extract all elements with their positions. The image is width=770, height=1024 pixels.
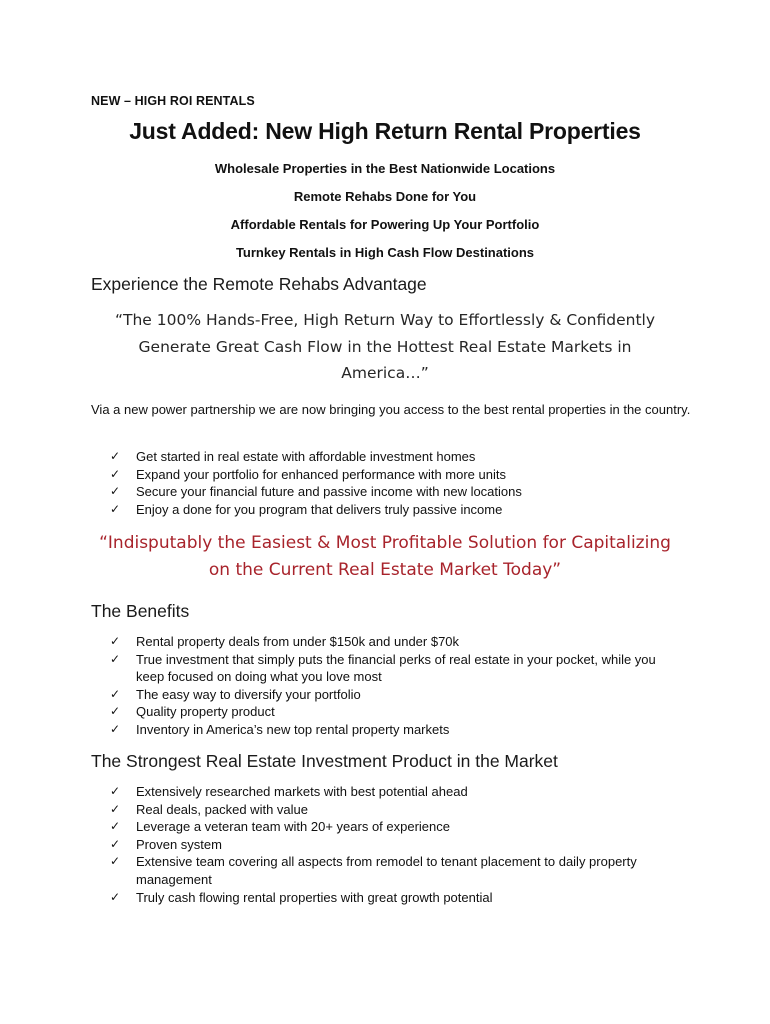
subline-remote-rehabs: Remote Rehabs Done for You bbox=[293, 189, 477, 204]
eyebrow-label: NEW – HIGH ROI RENTALS bbox=[91, 94, 255, 108]
page-title: Just Added: New High Return Rental Properties bbox=[129, 118, 641, 144]
check-icon: ✓ bbox=[110, 686, 121, 701]
check-icon: ✓ bbox=[110, 634, 121, 648]
list-item-text: Leverage a veteran team with 20+ years of experience bbox=[136, 819, 450, 835]
check-icon: ✓ bbox=[110, 704, 121, 719]
list-item-text: True investment that simply puts the financial perks of real estate in your pocket, while you keep focused on doing what you love most bbox=[136, 651, 656, 685]
check-icon: ✓ bbox=[110, 801, 121, 816]
check-icon: ✓ bbox=[110, 836, 121, 851]
check-icon: ✓ bbox=[110, 651, 121, 666]
list-item-text: Extensive team covering all aspects from remodel to tenant placement to daily property management bbox=[136, 854, 637, 887]
subline-wholesale: Wholesale Properties in the Best Nationwide Locations bbox=[214, 161, 556, 176]
strongest-heading: The Strongest Real Estate Investment Product in the Market bbox=[91, 751, 558, 771]
list-item bbox=[110, 836, 680, 854]
list-item-text: Enjoy a done for you program that delivers truly passive income bbox=[136, 501, 503, 517]
list-item-text: The easy way to diversify your portfolio bbox=[136, 686, 361, 702]
list-item bbox=[110, 801, 680, 819]
check-icon: ✓ bbox=[110, 819, 121, 834]
list-item bbox=[110, 466, 680, 484]
list-item bbox=[110, 853, 680, 888]
subline-turnkey: Turnkey Rentals in High Cash Flow Destinations bbox=[235, 245, 535, 260]
list-item bbox=[110, 651, 680, 686]
list-item bbox=[110, 889, 680, 907]
list-item bbox=[110, 501, 680, 519]
benefits-heading: The Benefits bbox=[91, 601, 190, 621]
list-item bbox=[110, 483, 680, 501]
advantage-intro: Via a new power partnership we are now bringing you access to the best rental properties in the country. bbox=[91, 402, 691, 417]
check-icon: ✓ bbox=[110, 889, 121, 904]
list-item bbox=[110, 783, 680, 801]
check-icon: ✓ bbox=[110, 501, 121, 516]
list-item-text: Inventory in America’s new top rental property markets bbox=[136, 721, 450, 737]
list-item bbox=[110, 686, 680, 704]
advantage-quote: “The 100% Hands-Free, High Return Way to Effortlessly & Confidently Generate Great Cash Flow in the Hottest Real Estate Markets in America…” bbox=[114, 311, 656, 382]
list-item bbox=[110, 721, 680, 739]
list-item bbox=[110, 818, 680, 836]
highlight-quote: “Indisputably the Easiest & Most Profitable Solution for Capitalizing on the Current Real Estate Market Today” bbox=[99, 533, 671, 580]
advantage-heading: Experience the Remote Rehabs Advantage bbox=[91, 274, 427, 294]
list-item-text: Quality property product bbox=[136, 704, 275, 720]
strongest-list bbox=[110, 783, 680, 906]
list-item-text: Secure your financial future and passive income with new locations bbox=[136, 484, 522, 500]
list-item-text: Proven system bbox=[136, 836, 222, 852]
advantage-list bbox=[110, 448, 680, 518]
list-item bbox=[110, 703, 680, 721]
list-item-text: Rental property deals from under $150k and under $70k bbox=[136, 634, 460, 649]
check-icon: ✓ bbox=[110, 466, 121, 481]
list-item-text: Expand your portfolio for enhanced performance with more units bbox=[136, 466, 506, 482]
list-item bbox=[110, 448, 680, 466]
subline-affordable: Affordable Rentals for Powering Up Your Portfolio bbox=[230, 217, 540, 232]
list-item-text: Real deals, packed with value bbox=[136, 801, 308, 817]
list-item-text: Truly cash flowing rental properties with great growth potential bbox=[136, 889, 493, 905]
benefits-list bbox=[110, 633, 680, 739]
list-item-text: Get started in real estate with affordable investment homes bbox=[136, 449, 476, 464]
check-icon: ✓ bbox=[110, 854, 121, 869]
check-icon: ✓ bbox=[110, 484, 121, 499]
check-icon: ✓ bbox=[110, 721, 121, 736]
list-item bbox=[110, 633, 680, 651]
check-icon: ✓ bbox=[110, 449, 121, 463]
check-icon: ✓ bbox=[110, 784, 121, 798]
list-item-text: Extensively researched markets with best potential ahead bbox=[136, 784, 468, 799]
